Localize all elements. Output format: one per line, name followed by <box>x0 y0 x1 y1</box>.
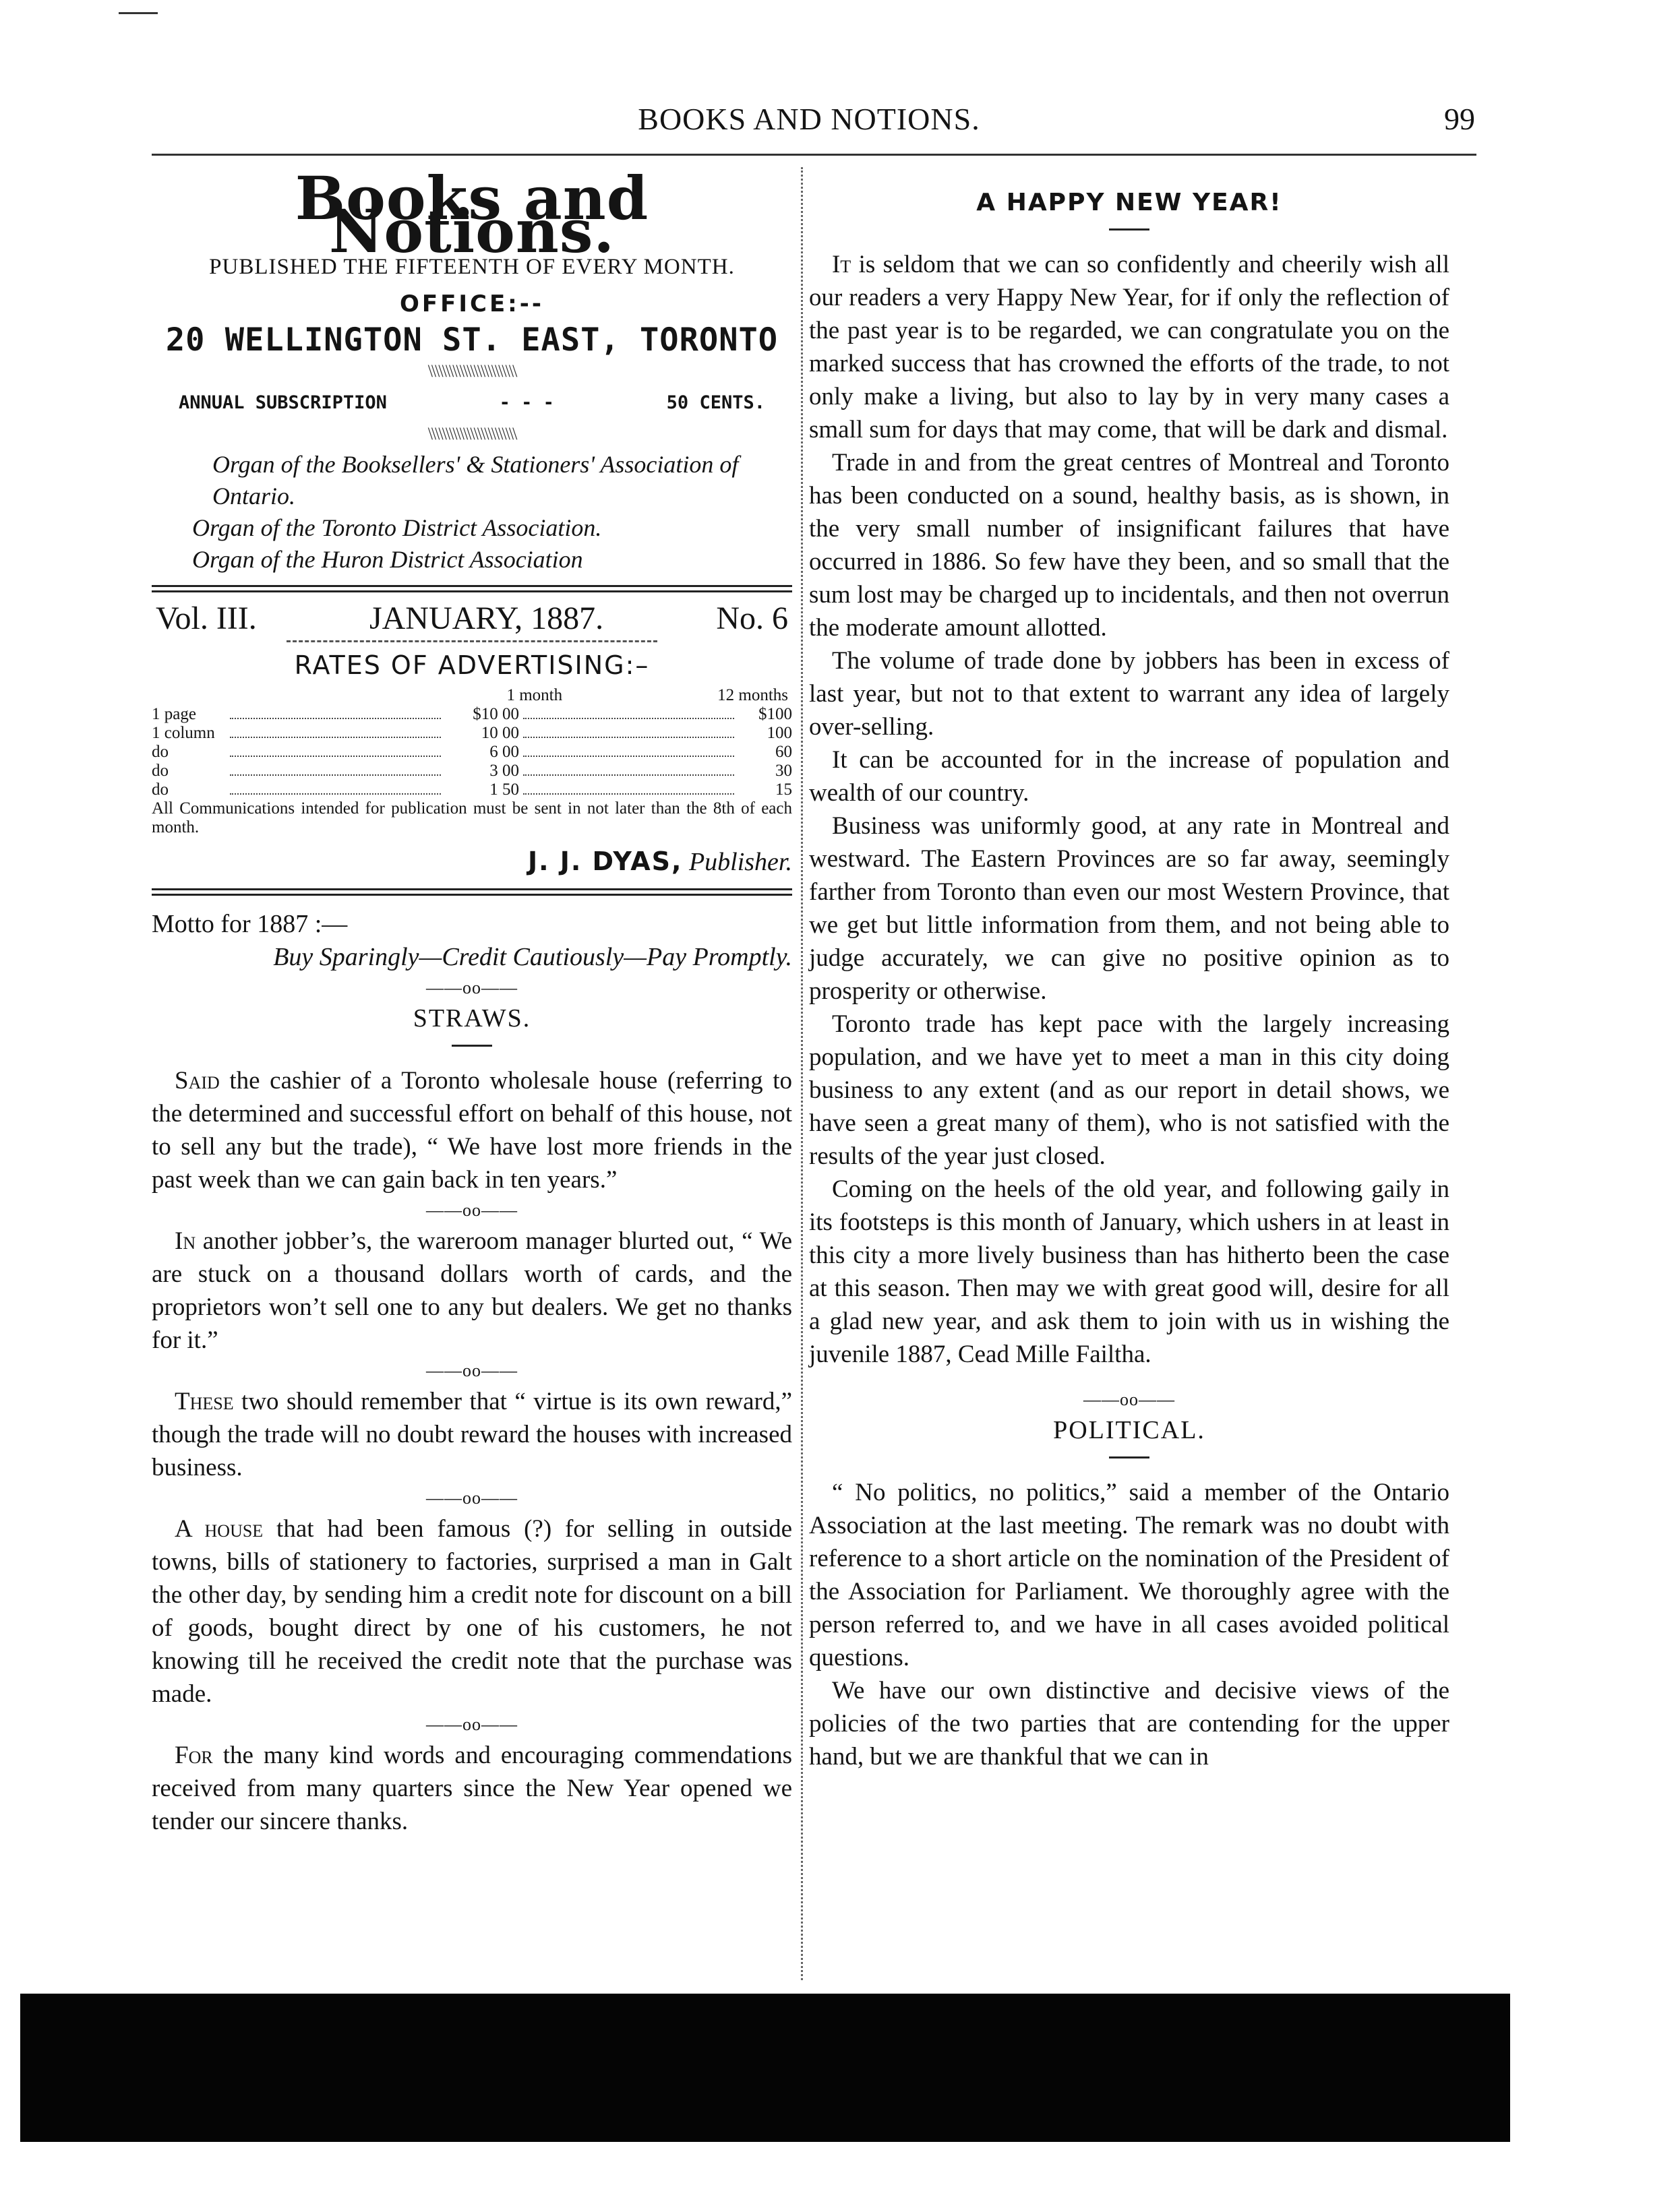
organ-line: Organ of the Toronto District Association. <box>192 514 602 541</box>
rates-row <box>152 724 792 743</box>
rate-label: do <box>152 762 169 780</box>
separator: ——oo—— <box>426 978 518 997</box>
straws-paragraph <box>152 1225 792 1357</box>
organ-statements <box>152 449 792 576</box>
volume: Vol. III. <box>156 601 257 636</box>
political-heading: POLITICAL. <box>1053 1416 1205 1444</box>
rates-col-year: 12 months <box>717 686 788 704</box>
dot-leader <box>523 743 734 757</box>
right-column <box>809 168 1449 1773</box>
rates-row <box>152 780 792 799</box>
paragraph-lead: For <box>175 1742 213 1769</box>
masthead-title: Books and Notions. <box>295 163 649 266</box>
paragraph-text: that had been famous (?) for selling in outside towns, bills of stationery to factories, surprised a man in Galt the other day, by sending him a credit note for discount on a bill of goods, bought direct by one of his customers, he not knowing till he received the credit note that the purchase was made. <box>152 1515 792 1708</box>
rate-year: 15 <box>775 780 792 799</box>
straws-paragraph <box>152 1512 792 1711</box>
column-divider <box>801 167 803 1980</box>
rate-year: 100 <box>767 724 792 742</box>
rate-month: 1 50 <box>489 780 519 799</box>
rate-month: 10 00 <box>481 724 519 742</box>
separator: ——oo—— <box>1083 1390 1175 1409</box>
straws-paragraph <box>152 1739 792 1838</box>
new-year-paragraph: Trade in and from the great centres of Montreal and Toronto has been conducted on a sound, healthy basis, as is shown, in the very small number of insignificant failures that have occurred in 1886. So few have they been, and so small that the sum lost may be charged up to incidentals, and then not overrun the moderate amount allotted. <box>809 449 1449 642</box>
rates-note: All Communications intended for publication must be sent in not later than the 8th of each month. <box>152 799 792 836</box>
dot-leader <box>523 762 734 776</box>
rate-year: 30 <box>775 762 792 780</box>
rate-label: do <box>152 780 169 799</box>
paragraph-text: the cashier of a Toronto wholesale house (referring to the determined and successful effort on behalf of this house, not to sell any but the trade), “ We have lost more friends in the past week than we can gain back in ten years.” <box>152 1067 792 1194</box>
header-rule <box>152 154 1476 156</box>
short-rule <box>1109 1456 1149 1458</box>
new-year-paragraph: The volume of trade done by jobbers has been in excess of last year, but not to that extent to warrant any idea of largely over-selling. <box>809 647 1449 741</box>
organ-line: Organ of the Huron District Association <box>192 546 583 573</box>
rate-label: 1 column <box>152 724 215 742</box>
rate-month: 3 00 <box>489 762 519 780</box>
new-year-paragraph: It can be accounted for in the increase of population and wealth of our country. <box>809 746 1449 807</box>
dashed-rule <box>287 640 657 642</box>
publisher-name: J. J. DYAS, <box>527 847 683 876</box>
separator: ——oo—— <box>426 1715 518 1734</box>
rates-row <box>152 762 792 780</box>
paragraph-text: another jobber’s, the wareroom manager blurted out, “ We are stuck on a thousand dollars worth of cards, and the proprietors won’t sell one to any but dealers. We get no thanks for it.” <box>152 1227 792 1354</box>
straws-paragraph <box>152 1385 792 1484</box>
running-title: BOOKS AND NOTIONS. <box>638 102 980 136</box>
annual-subscription <box>152 386 792 419</box>
short-rule <box>1109 228 1149 231</box>
dot-leader <box>523 724 734 738</box>
rates-row <box>152 743 792 762</box>
paragraph-text: the many kind words and encouraging commendations received from many quarters since the New Year opened we tender our sincere thanks. <box>152 1742 792 1835</box>
new-year-paragraph <box>809 248 1449 446</box>
ornament-rule: \\\\\\\\\\\\\\\\\\\\\\\\\ <box>427 361 516 381</box>
rate-label: 1 page <box>152 705 196 723</box>
paragraph-lead: These <box>175 1388 234 1415</box>
political-paragraph: “ No politics, no politics,” said a member of the Ontario Association at the last meeting. The remark was no doubt with reference to a short article on the nomination of the President of the Association for Parliament. We thoroughly agree with the person referred to, and we have in all cases avoided political questions. <box>809 1479 1449 1671</box>
separator: ——oo—— <box>426 1488 518 1508</box>
issue-line <box>152 602 792 635</box>
paragraph-text: two should remember that “ virtue is its own reward,” though the trade will no doubt reward the houses with increased business. <box>152 1388 792 1481</box>
dot-leader <box>523 705 734 719</box>
organ-line: Organ of the Booksellers' & Stationers' Association of Ontario. <box>212 451 739 510</box>
ornament-rule: \\\\\\\\\\\\\\\\\\\\\\\\\ <box>427 424 516 443</box>
straws-heading: STRAWS. <box>413 1004 531 1033</box>
rate-month: $10 00 <box>473 705 519 723</box>
paragraph-text: is seldom that we can so confidently and cheerily wish all our readers a very Happy New Year, for if only the reflection of the past year is to be regarded, we can congratulate you on the marked success that has crowned the efforts of the trade, to not only make a living, but also to lay by in very many cases a small sum for days that may come, that will be dark and dismal. <box>809 251 1449 443</box>
rates-title: RATES OF ADVERTISING:– <box>294 650 650 680</box>
scan-mark <box>119 12 158 14</box>
subscription-price: 50 CENTS. <box>666 392 765 413</box>
paragraph-lead: A house <box>175 1515 264 1543</box>
straws-paragraph <box>152 1064 792 1196</box>
dot-leader <box>230 743 441 757</box>
motto-text: Buy Sparingly—Credit Cautiously—Pay Promptly. <box>273 943 792 971</box>
new-year-paragraph: Coming on the heels of the old year, and following gaily in its footsteps is this month of January, which ushers in at least in this city a more lively business than has hitherto been the case at this season. Then may we with great good will, desire for all a glad new year, and ask them to join with us in wishing the juvenile 1887, Cead Mille Failtha. <box>809 1175 1449 1368</box>
motto-label: Motto for 1887 :— <box>152 910 348 938</box>
paragraph-lead: Said <box>175 1067 220 1095</box>
new-year-paragraph: Business was uniformly good, at any rate in Montreal and westward. The Eastern Provinces are so far away, seemingly farther from Toronto than even our most Western Province, that we get but little information from them, and not being able to judge accurately, we can give no positive opinion as to prosperity or otherwise. <box>809 812 1449 1005</box>
rate-year: $100 <box>758 705 792 723</box>
rates-row <box>152 705 792 724</box>
office-address: 20 WELLINGTON ST. EAST, TORONTO <box>165 321 779 359</box>
dot-leader <box>230 705 441 719</box>
rate-label: do <box>152 743 169 761</box>
dot-leader <box>230 780 441 795</box>
paragraph-lead: In <box>175 1227 196 1255</box>
new-year-paragraph: Toronto trade has kept pace with the largely increasing population, and we have yet to meet a man in this city doing business to any extent (and as our report in detail shows, we have seen a great many of them), who is not satisfied with the results of the year just closed. <box>809 1010 1449 1170</box>
left-column <box>152 163 792 1838</box>
rates-col-month: 1 month <box>506 686 563 704</box>
rate-month: 6 00 <box>489 743 519 761</box>
issue-number: No. 6 <box>716 601 788 636</box>
short-rule <box>452 1045 492 1047</box>
publisher-line <box>152 845 792 879</box>
issue-date: JANUARY, 1887. <box>369 601 604 636</box>
publisher-title: Publisher. <box>688 848 792 876</box>
publication-schedule: PUBLISHED THE FIFTEENTH OF EVERY MONTH. <box>209 255 735 279</box>
rate-year: 60 <box>775 743 792 761</box>
dot-leader <box>230 762 441 776</box>
double-rule <box>152 585 792 592</box>
scan-footer-band <box>20 1994 1510 2142</box>
separator: ——oo—— <box>426 1361 518 1380</box>
separator: ——oo—— <box>426 1200 518 1220</box>
subscription-dashes: - - - <box>499 392 554 413</box>
double-rule <box>152 888 792 896</box>
dot-leader <box>523 780 734 795</box>
rates-header <box>152 686 792 705</box>
paragraph-lead: It <box>832 251 851 278</box>
dot-leader <box>230 724 441 738</box>
new-year-heading: A HAPPY NEW YEAR! <box>976 189 1282 216</box>
subscription-label: ANNUAL SUBSCRIPTION <box>179 392 387 413</box>
office-label: OFFICE:-- <box>399 290 544 317</box>
page-number: 99 <box>1444 102 1475 136</box>
political-paragraph: We have our own distinctive and decisive views of the policies of the two parties that are contending for the upper hand, but we are thankful that we can in <box>809 1677 1449 1771</box>
